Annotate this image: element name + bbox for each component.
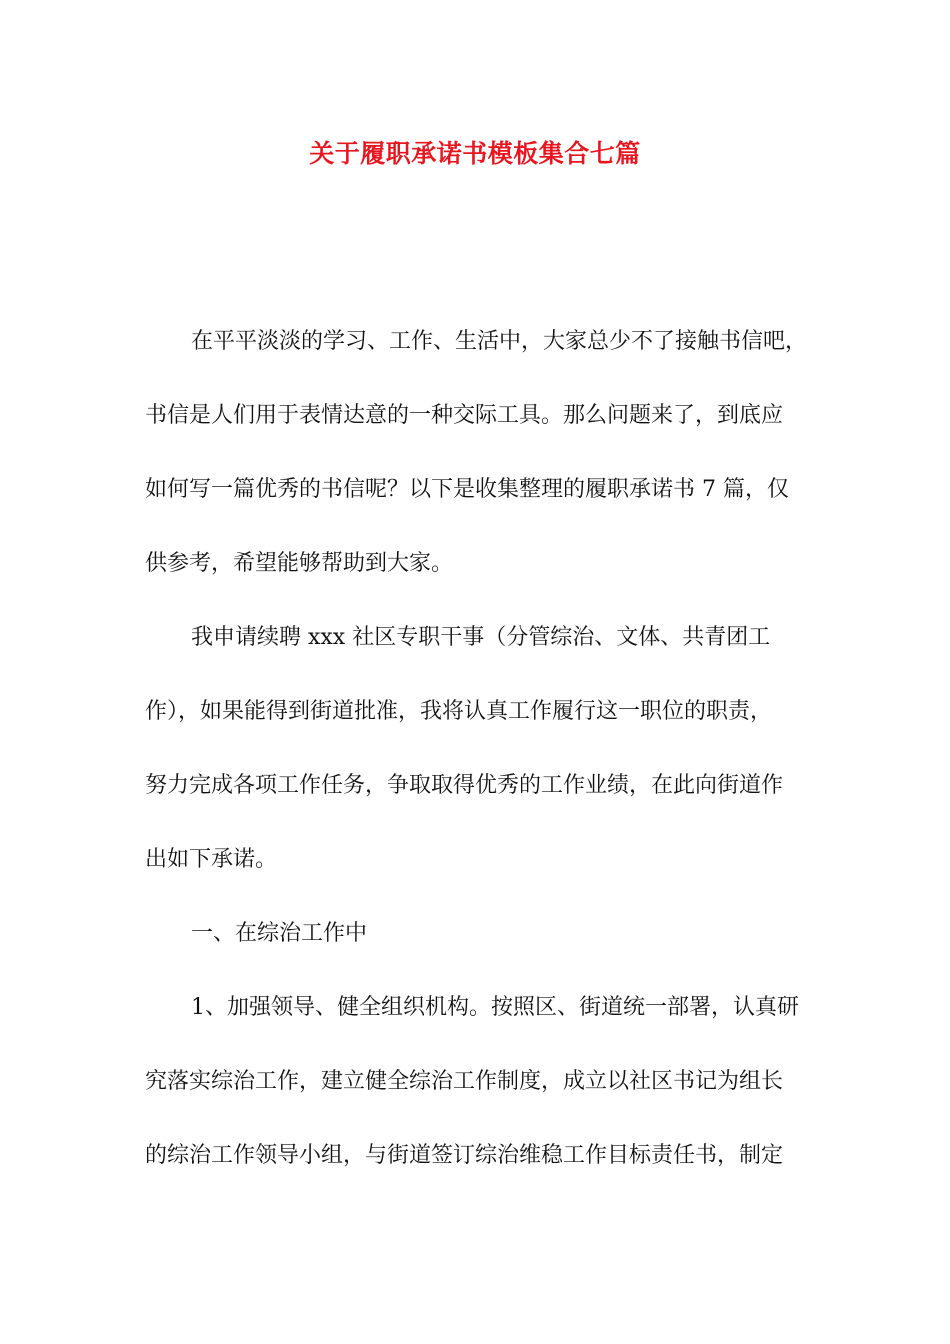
- body-line: 出如下承诺。: [145, 847, 278, 872]
- document-title: 关于履职承诺书模板集合七篇: [309, 139, 641, 168]
- body-line: 究落实综治工作，建立健全综治工作制度，成立以社区书记为组长: [145, 1069, 784, 1094]
- body-line: 如何写一篇优秀的书信呢？以下是收集整理的履职承诺书 7 篇，仅: [145, 477, 789, 502]
- document-body: [145, 322, 815, 1210]
- body-line: 的综治工作领导小组，与街道签订综治维稳工作目标责任书，制定: [145, 1143, 784, 1168]
- body-line: 供参考，希望能够帮助到大家。: [145, 551, 454, 576]
- body-line: 书信是人们用于表情达意的一种交际工具。那么问题来了，到底应: [145, 403, 784, 428]
- body-line: 努力完成各项工作任务，争取取得优秀的工作业绩，在此向街道作: [145, 773, 784, 798]
- body-line: 我申请续聘 xxx 社区专职干事（分管综治、文体、共青团工: [191, 625, 771, 650]
- body-line: 1、加强领导、健全组织机构。按照区、街道统一部署，认真研: [191, 995, 799, 1020]
- body-line: 在平平淡淡的学习、工作、生活中，大家总少不了接触书信吧，: [191, 329, 808, 354]
- section-heading: 一、在综治工作中: [191, 921, 368, 946]
- body-line: 作），如果能得到街道批准，我将认真工作履行这一职位的职责，: [145, 699, 773, 724]
